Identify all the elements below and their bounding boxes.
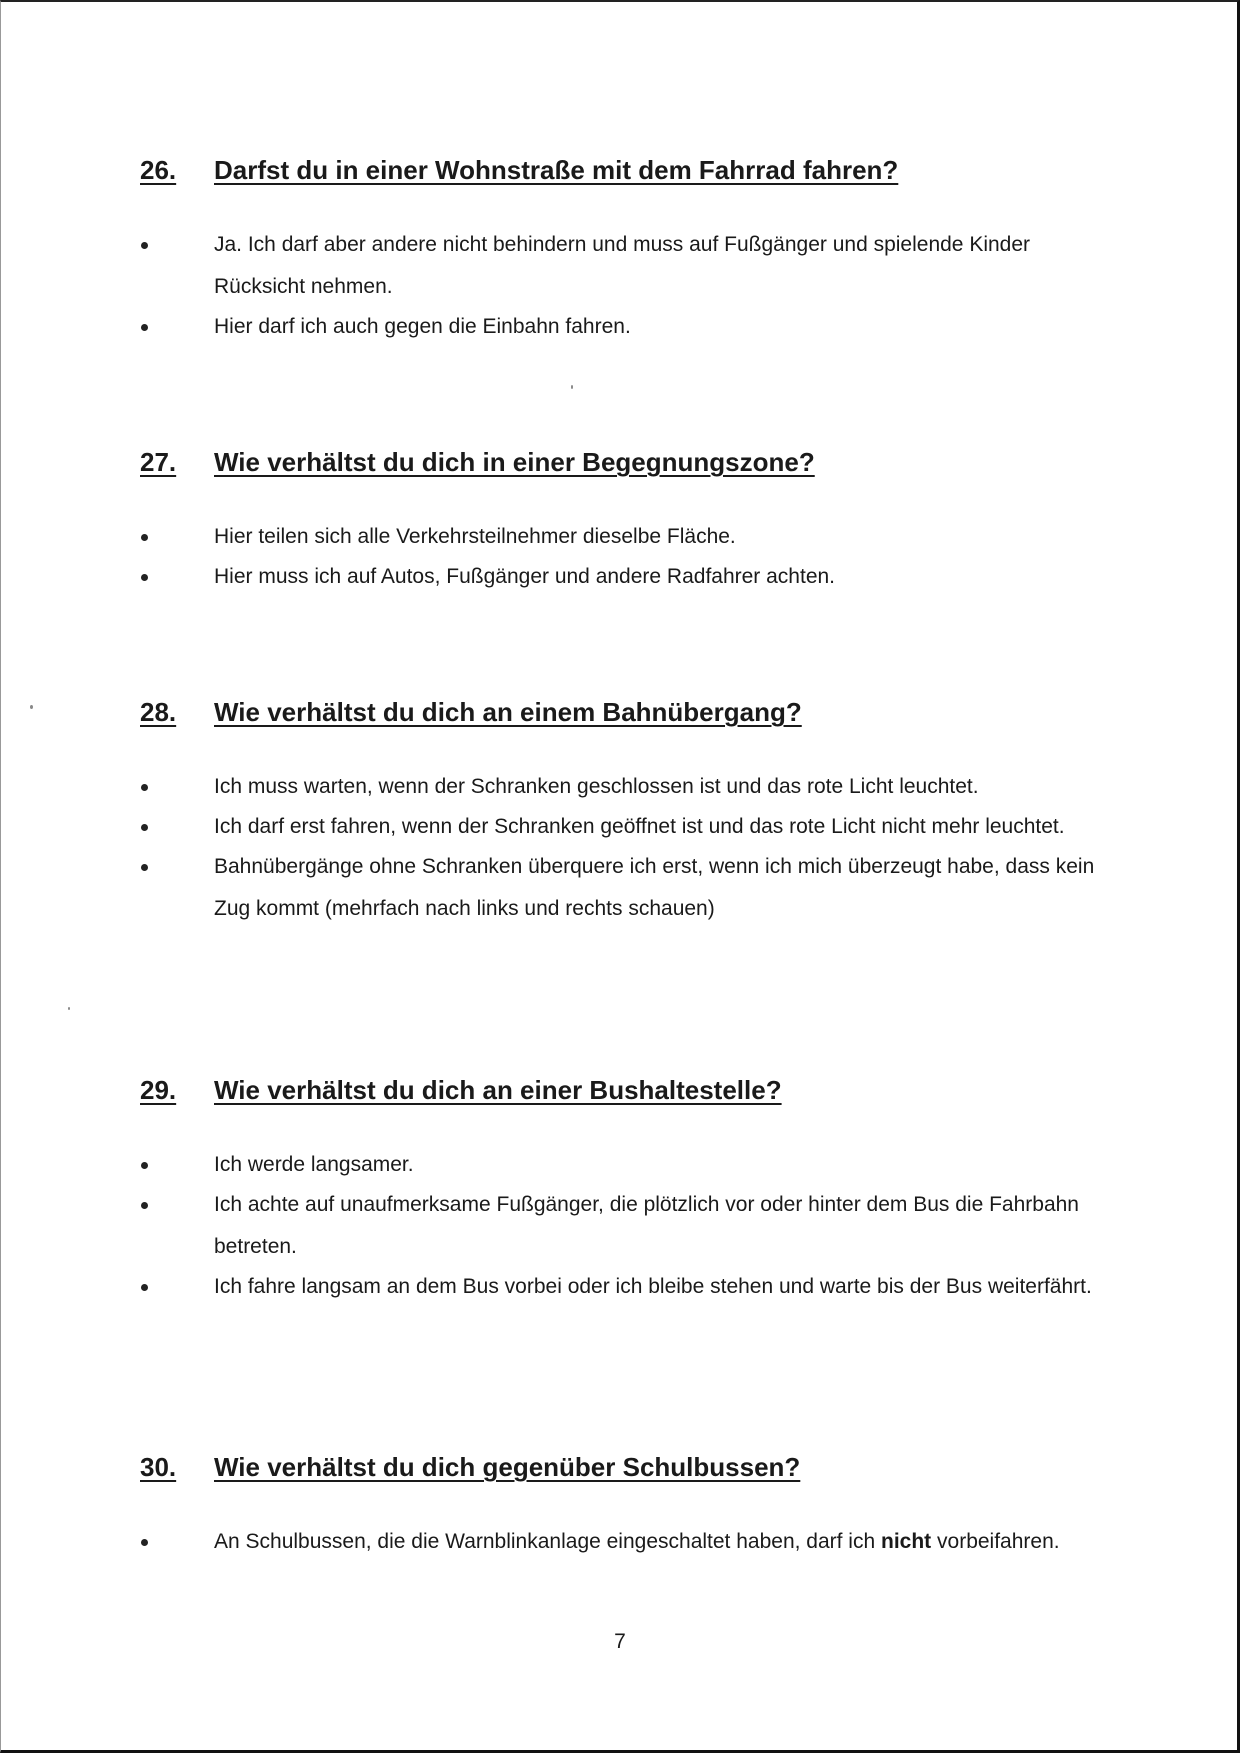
list-item <box>140 224 1100 308</box>
bullet-text: Ich darf erst fahren, wenn der Schranken geöffnet ist und das rote Licht nicht mehr leuchtet. <box>214 815 1065 838</box>
bullet-text: Ich achte auf unaufmerksame Fußgänger, die plötzlich vor oder hinter dem Bus die Fahrbahn betreten. <box>214 1193 1079 1258</box>
bullet-icon <box>141 824 148 831</box>
section-number: 28. <box>140 697 177 727</box>
bullet-icon <box>141 1539 148 1546</box>
list-item <box>140 766 1100 808</box>
section-heading <box>140 447 1100 478</box>
bullet-icon <box>141 324 148 331</box>
bullet-text-start: An Schulbussen, die die Warnblinkanlage eingeschaltet haben, darf ich <box>214 1530 876 1553</box>
section-29 <box>140 1075 1100 1308</box>
page-number: 7 <box>614 1630 626 1653</box>
bullet-text: Ich werde langsamer. <box>214 1153 414 1176</box>
bullet-list <box>140 766 1100 930</box>
list-item <box>140 1184 1100 1268</box>
bullet-text: Ja. Ich darf aber andere nicht behindern und muss auf Fußgänger und spielende Kinder Rücksicht nehmen. <box>214 233 1031 298</box>
section-heading <box>140 697 1100 728</box>
list-item <box>140 306 1100 348</box>
list-item <box>140 1144 1100 1186</box>
section-26 <box>140 155 1100 348</box>
bullet-text: Hier teilen sich alle Verkehrsteilnehmer dieselbe Fläche. <box>214 525 736 548</box>
list-item <box>140 556 1100 598</box>
section-heading <box>140 155 1100 186</box>
bullet-text: Hier muss ich auf Autos, Fußgänger und andere Radfahrer achten. <box>214 565 836 588</box>
bullet-list <box>140 1521 1100 1563</box>
scan-speck <box>571 385 573 389</box>
bullet-text: Hier darf ich auch gegen die Einbahn fahren. <box>214 315 631 338</box>
bullet-icon <box>141 242 148 249</box>
bullet-text-emphasis: nicht <box>881 1530 932 1553</box>
bullet-icon <box>141 1284 148 1291</box>
bullet-icon <box>141 1202 148 1209</box>
bullet-text: Ich fahre langsam an dem Bus vorbei oder ich bleibe stehen und warte bis der Bus weiterfährt. <box>214 1275 1092 1298</box>
bullet-icon <box>141 574 148 581</box>
list-item <box>140 1266 1100 1308</box>
bullet-icon <box>141 784 148 791</box>
bullet-text-end: vorbeifahren. <box>937 1530 1060 1553</box>
section-title: Wie verhältst du dich gegenüber Schulbussen? <box>214 1452 801 1482</box>
section-30 <box>140 1452 1100 1563</box>
bullet-icon <box>141 864 148 871</box>
bullet-list <box>140 224 1100 348</box>
scan-speck <box>68 1007 70 1010</box>
section-number: 29. <box>140 1075 177 1105</box>
section-number: 30. <box>140 1452 177 1482</box>
list-item <box>140 846 1100 930</box>
section-27 <box>140 447 1100 598</box>
section-number: 27. <box>140 447 177 477</box>
bullet-text <box>214 1530 1060 1553</box>
section-title: Wie verhältst du dich an einer Bushaltestelle? <box>214 1075 782 1105</box>
section-title: Wie verhältst du dich in einer Begegnungszone? <box>214 447 815 477</box>
section-heading <box>140 1075 1100 1106</box>
bullet-text: Ich muss warten, wenn der Schranken geschlossen ist und das rote Licht leuchtet. <box>214 775 979 798</box>
list-item <box>140 806 1100 848</box>
bullet-text: Bahnübergänge ohne Schranken überquere ich erst, wenn ich mich überzeugt habe, dass kein Zug kommt (mehrfach nach links und rechts schauen) <box>214 855 1095 920</box>
bullet-list <box>140 1144 1100 1308</box>
bullet-icon <box>141 534 148 541</box>
bullet-list <box>140 516 1100 598</box>
section-28 <box>140 697 1100 930</box>
section-heading <box>140 1452 1100 1483</box>
section-number: 26. <box>140 155 177 185</box>
bullet-icon <box>141 1162 148 1169</box>
section-title: Darfst du in einer Wohnstraße mit dem Fahrrad fahren? <box>214 155 899 185</box>
list-item <box>140 1521 1100 1563</box>
section-title: Wie verhältst du dich an einem Bahnübergang? <box>214 697 802 727</box>
scan-speck <box>30 705 33 709</box>
list-item <box>140 516 1100 558</box>
